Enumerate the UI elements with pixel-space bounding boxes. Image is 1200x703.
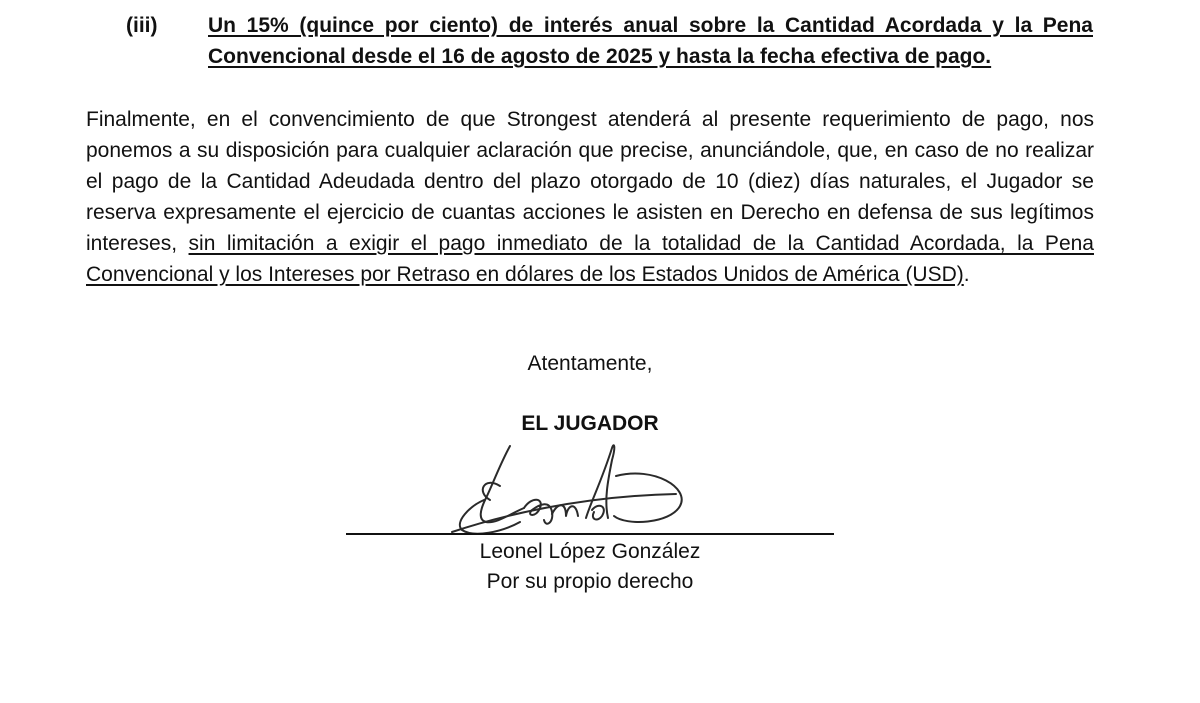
closing-paragraph-text: Finalmente, en el convencimiento de que Strongest atenderá al presente requerimiento de pago, nos ponemos a su disposición para cualquier aclaración que precise, anunciándole, que, en caso de no realizar el pago de la Cantidad Adeudada dentro del plazo otorgado de 10 (diez) días naturales, el Jugador se reserva expresamente el ejercicio de cuantas acciones le asisten en Derecho en defensa de sus legítimos intereses, xyxy=(86,108,1094,255)
signer-role: EL JUGADOR xyxy=(521,412,659,435)
closing-paragraph-end: . xyxy=(963,263,970,286)
salutation: Atentamente, xyxy=(527,352,653,375)
closing-paragraph xyxy=(86,104,1094,290)
handwritten-signature xyxy=(440,436,700,540)
clause-text: Un 15% (quince por ciento) de interés anual sobre la Cantidad Acordada y la Pena Convencional desde el 16 de agosto de 2025 y hasta la fecha efectiva de pago. xyxy=(208,14,1093,68)
signer-name: Leonel López González xyxy=(479,540,701,563)
signature-line xyxy=(346,533,834,535)
clause-number: (iii) xyxy=(126,14,158,37)
signer-capacity: Por su propio derecho xyxy=(486,570,694,593)
closing-paragraph-underlined-text: sin limitación a exigir el pago inmediato de la totalidad de la Cantidad Acordada, la Pena Convencional y los Intereses por Retraso en dólares de los Estados Unidos de América (USD) xyxy=(86,232,1094,286)
